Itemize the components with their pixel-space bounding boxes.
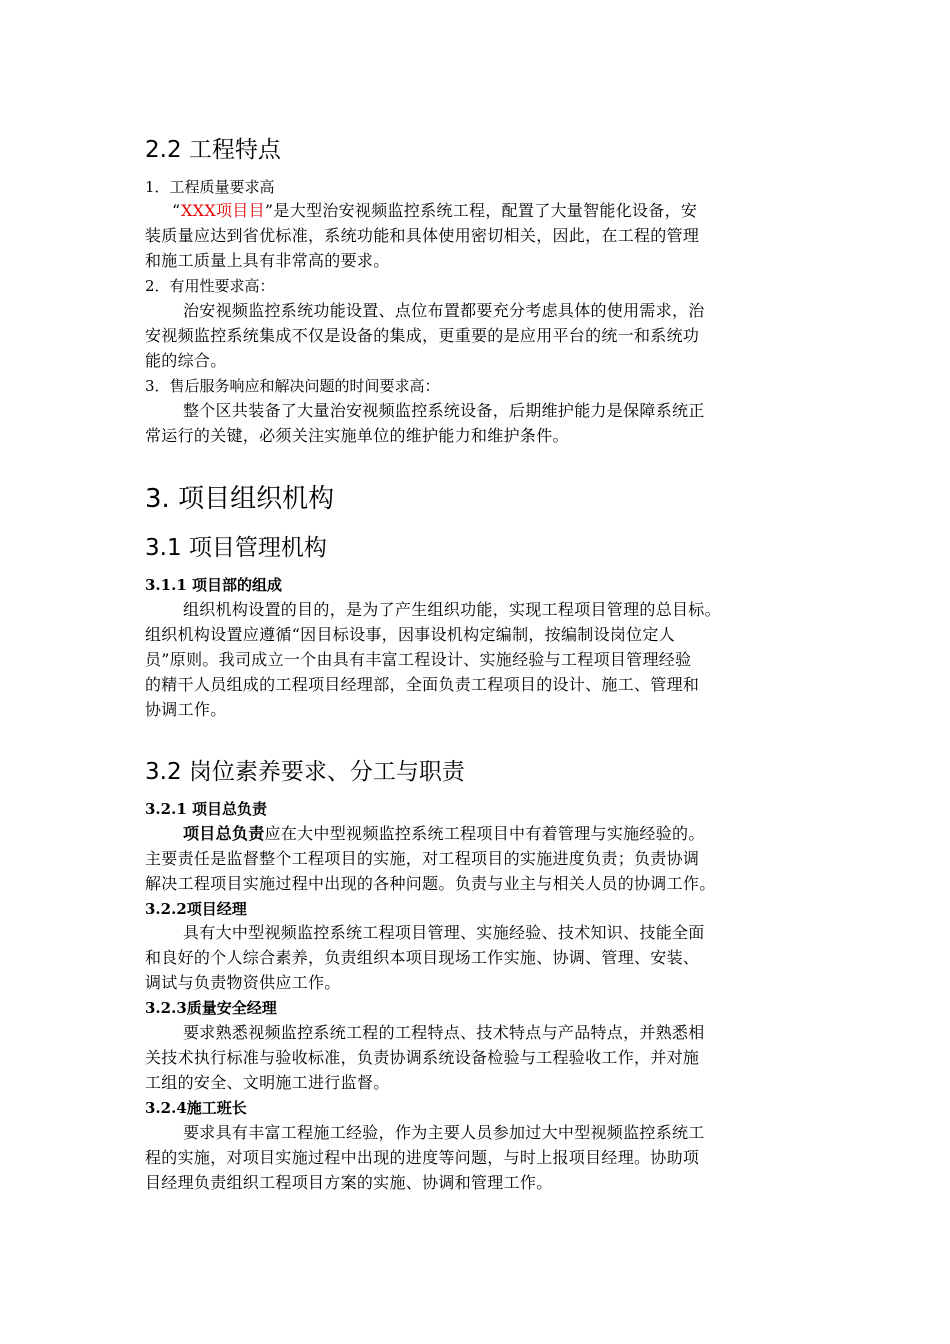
heading-3: 3. 项目组织机构 — [145, 484, 335, 514]
paragraph-line: 具有大中型视频监控系统工程项目管理、实施经验、技术知识、技能全面 — [183, 923, 705, 942]
paragraph-line: 要求具有丰富工程施工经验，作为主要人员参加过大中型视频监控系统工 — [183, 1123, 705, 1142]
paragraph-line: 和良好的个人综合素养，负责组织本项目现场工作实施、协调、管理、安装、 — [145, 948, 700, 967]
heading-3-2-1: 3.2.1 项目总负责 — [145, 800, 267, 818]
paragraph-line: 要求熟悉视频监控系统工程的工程特点、技术特点与产品特点，并熟悉相 — [183, 1023, 705, 1042]
paragraph-line — [172, 199, 697, 223]
heading-3-2: 3.2 岗位素养要求、分工与职责 — [145, 759, 465, 785]
heading-3-2-2: 3.2.2项目经理 — [145, 900, 247, 918]
paragraph-text: 应在大中型视频监控系统工程项目中有着管理与实施经验的。 — [264, 824, 705, 843]
paragraph-line: 目经理负责组织工程项目方案的实施、协调和管理工作。 — [145, 1173, 553, 1192]
paragraph-line: 协调工作。 — [145, 700, 227, 719]
paragraph-text: ”是大型治安视频监控系统工程，配置了大量智能化设备，安 — [264, 201, 698, 220]
paragraph-line: 常运行的关键，必须关注实施单位的维护能力和维护条件。 — [145, 426, 569, 445]
paragraph-line: 装质量应达到省优标准，系统功能和具体使用密切相关，因此，在工程的管理 — [145, 226, 700, 245]
heading-2-2: 2.2 工程特点 — [145, 137, 281, 163]
heading-3-2-4: 3.2.4施工班长 — [145, 1099, 247, 1117]
role-term: 项目总负责 — [183, 824, 265, 843]
paragraph-line: 工组的安全、文明施工进行监督。 — [145, 1073, 390, 1092]
list-item-3: 3．售后服务响应和解决问题的时间要求高： — [145, 377, 440, 395]
paragraph-line: 组织机构设置的目的，是为了产生组织功能，实现工程项目管理的总目标。 — [183, 600, 721, 619]
list-item-1: 1．工程质量要求高 — [145, 178, 275, 196]
paragraph-line: 解决工程项目实施过程中出现的各种问题。负责与业主与相关人员的协调工作。 — [145, 874, 716, 893]
quote-open: “ — [172, 201, 181, 220]
paragraph-line: 调试与负责物资供应工作。 — [145, 973, 341, 992]
paragraph-line: 组织机构设置应遵循“因目标设事，因事设机构定编制，按编制设岗位定人 — [145, 625, 676, 644]
paragraph-line: 关技术执行标准与验收标准，负责协调系统设备检验与工程验收工作，并对施 — [145, 1048, 700, 1067]
paragraph-line — [183, 822, 705, 846]
paragraph-line: 程的实施，对项目实施过程中出现的进度等问题，与时上报项目经理。协助项 — [145, 1148, 700, 1167]
paragraph-line: 的精干人员组成的工程项目经理部，全面负责工程项目的设计、施工、管理和 — [145, 675, 700, 694]
paragraph-line: 治安视频监控系统功能设置、点位布置都要充分考虑具体的使用需求，治 — [183, 301, 705, 320]
heading-3-2-3: 3.2.3质量安全经理 — [145, 999, 277, 1017]
heading-3-1-1: 3.1.1 项目部的组成 — [145, 576, 282, 594]
paragraph-line: 和施工质量上具有非常高的要求。 — [145, 251, 390, 270]
list-item-2: 2．有用性要求高： — [145, 277, 275, 295]
paragraph-line: 主要责任是监督整个工程项目的实施，对工程项目的实施进度负责；负责协调 — [145, 849, 700, 868]
project-name-highlight: XXX项目目 — [180, 201, 265, 220]
paragraph-line: 整个区共装备了大量治安视频监控系统设备，后期维护能力是保障系统正 — [183, 401, 705, 420]
paragraph-line: 能的综合。 — [145, 351, 227, 370]
paragraph-line: 员”原则。我司成立一个由具有丰富工程设计、实施经验与工程项目管理经验 — [145, 650, 692, 669]
heading-3-1: 3.1 项目管理机构 — [145, 535, 327, 561]
paragraph-line: 安视频监控系统集成不仅是设备的集成，更重要的是应用平台的统一和系统功 — [145, 326, 700, 345]
